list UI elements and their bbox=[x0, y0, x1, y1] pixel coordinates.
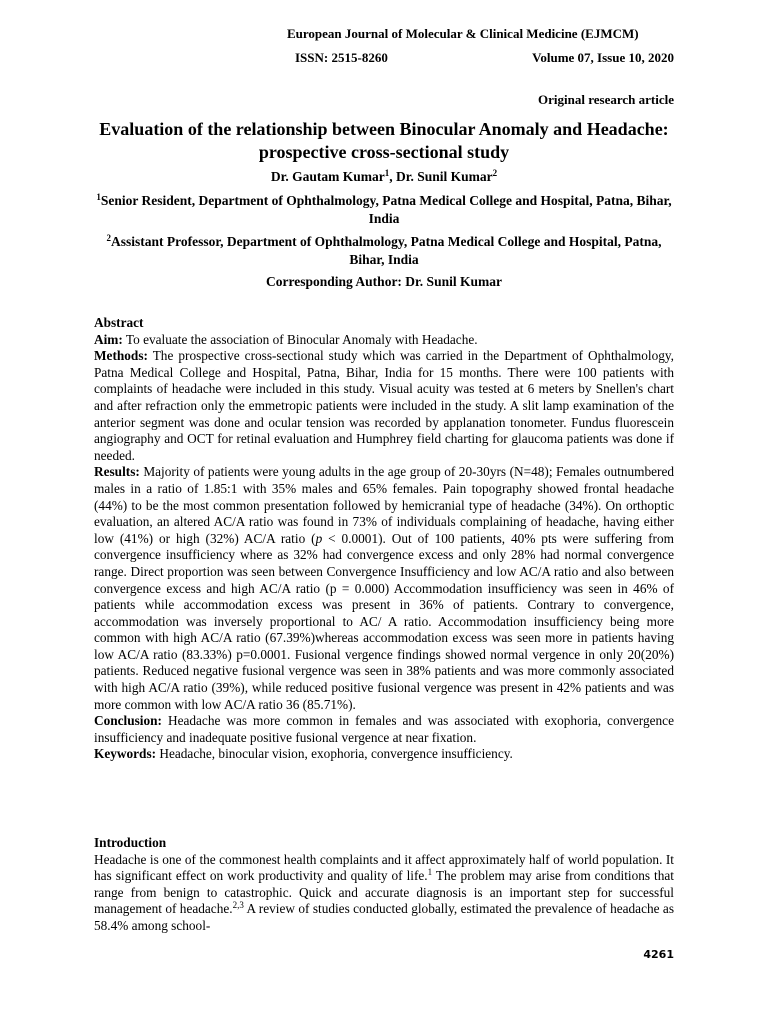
intro-text: A review of studies conducted globally, estimated the prevalence of headache as 58.4% among school- bbox=[94, 901, 675, 933]
results-text: < 0.0001). Out of 100 patients, 40% pts were suffering from convergence insufficiency where as 32% had convergence excess and only 28% had normal convergence range. Direct proportion was seen between Convergence Insufficiency and low AC/A ratio and also between convergence excess and high AC/A ratio (p = 0.000) Accommodation insufficiency was seen in 46% of patients while accommodation excess was present in 36% of patients. Contrary to convergence, accommodation was inversely proportional to AC/ A ratio. Accommodation insufficiency being more common with high AC/A ratio (67.39%)whereas accommodation excess was seen more in patients having low AC/A ratio (83.33%) p=0.0001. Fusional vergence findings showed normal vergence in only 20(20%) patients. Reduced negative fusional vergence was seen in 38% patients and was more commonly associated with high AC/A ratio (39%), while reduced positive fusional vergence was present in 42% patients and was more common with low AC/A ratio 36 (85.71%). bbox=[94, 530, 674, 712]
results-label: Results: bbox=[94, 464, 140, 480]
conclusion-label: Conclusion: bbox=[94, 713, 162, 729]
article-type: Original research article bbox=[538, 92, 674, 107]
abstract-heading: Abstract bbox=[94, 315, 144, 330]
article-title: Evaluation of the relationship between Binocular Anomaly and Headache: prospective cross-sectional study bbox=[99, 119, 669, 162]
abstract-methods bbox=[94, 348, 674, 464]
abstract-conclusion bbox=[94, 713, 674, 746]
methods-text: The prospective cross-sectional study which was carried in the Department of Ophthalmology, Patna Medical College and Hospital, Patna, Bihar, India for 15 months. There were 100 patients with complaints of headache were included in this study. Visual acuity was tested at 6 meters by Snellen's chart and after refraction only the emmetropic patients were included in the study. A slit lamp examination of the anterior segment was done and ocular tension was recorded by applanation tonometer. Fundus fluorescein angiography and OCT for retinal evaluation and Humphrey field charting for glaucoma patients was done if needed. bbox=[94, 348, 674, 463]
author-name: Dr. Sunil Kumar bbox=[395, 169, 493, 184]
aim-label: Aim: bbox=[94, 331, 123, 347]
affiliation-mark: 2 bbox=[106, 233, 111, 243]
intro-text: The problem may arise from conditions that range from benign to catastrophic. Quick and accurate diagnosis is an important step for successful management of headache. bbox=[94, 868, 674, 917]
keywords-label: Keywords: bbox=[94, 746, 157, 762]
citation-ref: 1 bbox=[427, 867, 433, 878]
abstract-keywords bbox=[94, 746, 674, 763]
introduction-paragraph bbox=[94, 852, 674, 935]
introduction-heading: Introduction bbox=[94, 835, 167, 850]
corresponding-author: Corresponding Author: Dr. Sunil Kumar bbox=[266, 274, 502, 289]
issn: ISSN: 2515-8260 bbox=[295, 50, 388, 65]
affiliation-text: Senior Resident, Department of Ophthalmology, Patna Medical College and Hospital, Patna, Bihar, India bbox=[100, 193, 672, 226]
author-affiliation-mark: 1 bbox=[384, 168, 390, 178]
results-text: Majority of patients were young adults in the age group of 20-30yrs (N=48); Females outnumbered males in a ratio of 1.85:1 with 35% males and 65% females. Pain topography showed frontal headache (44%) to be the most common presentation followed by hemicranial type of headache (34%). On orthoptic evaluation, an altered AC/A ratio was found in 73% of individuals complaining of headache, having either low (41%) or high (32%) AC/A ratio ( bbox=[94, 464, 674, 546]
intro-text: Headache is one of the commonest health complaints and it affect approximately half of world population. It has significant effect on work productivity and quality of life. bbox=[94, 851, 674, 884]
abstract-section bbox=[94, 315, 674, 763]
affiliation-mark: 1 bbox=[96, 192, 101, 202]
author-separator: , bbox=[389, 169, 396, 184]
abstract-results bbox=[94, 464, 674, 713]
journal-name: European Journal of Molecular & Clinical Medicine (EJMCM) bbox=[287, 26, 639, 41]
affiliation-1 bbox=[94, 192, 674, 228]
affiliation-2 bbox=[94, 233, 674, 269]
introduction-section bbox=[94, 835, 674, 935]
volume-issue: Volume 07, Issue 10, 2020 bbox=[532, 50, 674, 65]
citation-ref: 2,3 bbox=[232, 900, 244, 911]
abstract-aim bbox=[94, 332, 674, 349]
methods-label: Methods: bbox=[94, 348, 148, 364]
author-affiliation-mark: 2 bbox=[492, 168, 498, 178]
keywords-text: Headache, binocular vision, exophoria, convergence insufficiency. bbox=[156, 746, 513, 762]
results-p-symbol: p bbox=[315, 530, 323, 546]
affiliation-text: Assistant Professor, Department of Ophthalmology, Patna Medical College and Hospital, Patna, Bihar, India bbox=[111, 234, 662, 267]
author-list bbox=[94, 168, 674, 186]
author-name: Dr. Gautam Kumar bbox=[270, 169, 385, 184]
conclusion-text: Headache was more common in females and was associated with exophoria, convergence insufficiency and inadequate positive fusional vergence at near fixation. bbox=[94, 713, 674, 745]
page-number: 4261 bbox=[643, 948, 674, 961]
aim-text: To evaluate the association of Binocular Anomaly with Headache. bbox=[122, 331, 478, 347]
